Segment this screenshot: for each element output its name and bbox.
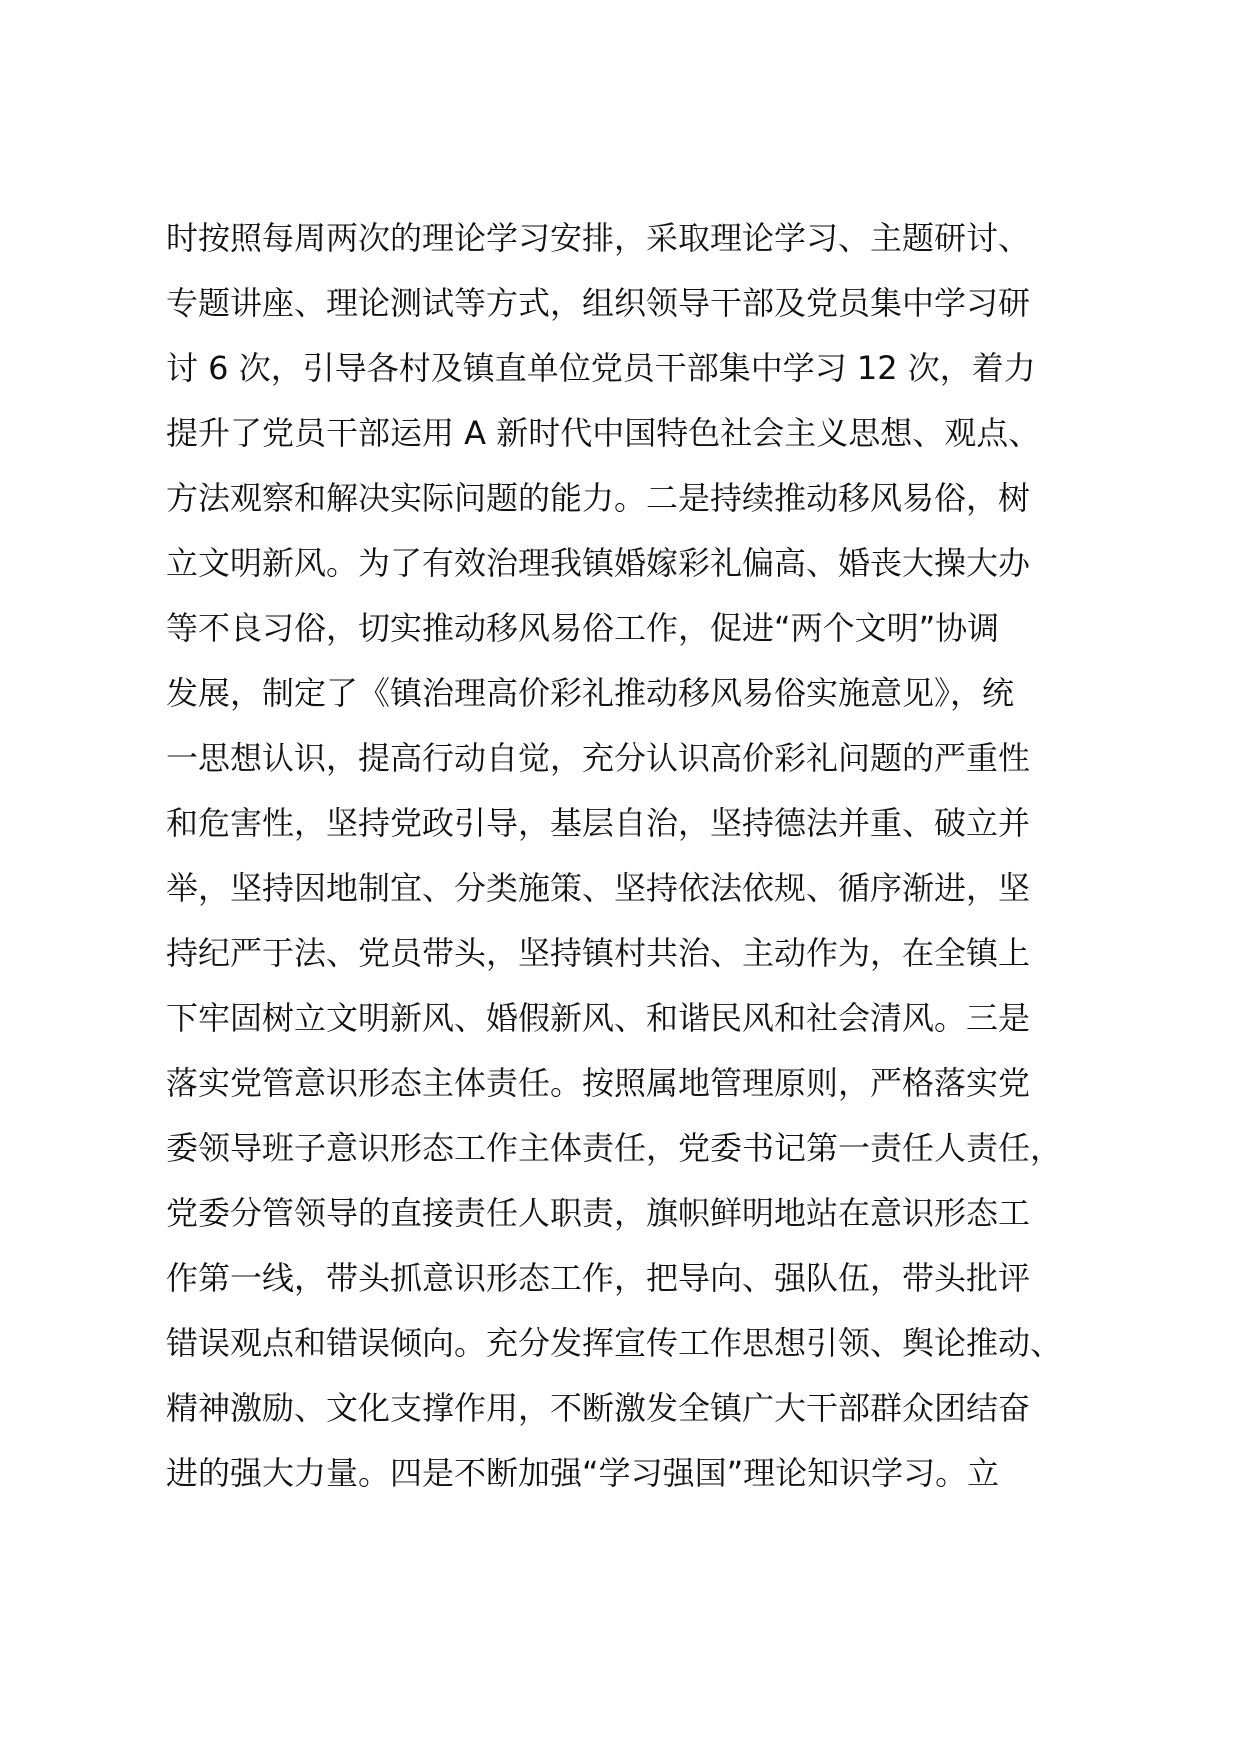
body-paragraph (166, 206, 1126, 1506)
text-line: 进的强大力量。四是不断加强“学习强国”理论知识学习。立 (166, 1454, 1000, 1492)
text-line: 错误观点和错误倾向。充分发挥宣传工作思想引领、舆论推动、 (166, 1324, 1063, 1362)
text-line: 时按照每周两次的理论学习安排，采取理论学习、主题研讨、 (166, 219, 1031, 257)
text-line: 落实党管意识形态主体责任。按照属地管理原则，严格落实党 (166, 1064, 1031, 1102)
text-line: 作第一线，带头抓意识形态工作，把导向、强队伍，带头批评 (166, 1259, 1031, 1297)
text-line: 等不良习俗，切实推动移风易俗工作，促进“两个文明”协调 (166, 609, 1000, 647)
text-line: 下牢固树立文明新风、婚假新风、和谐民风和社会清风。三是 (166, 999, 1031, 1037)
text-line: 立文明新风。为了有效治理我镇婚嫁彩礼偏高、婚丧大操大办 (166, 544, 1031, 582)
text-line: 精神激励、文化支撑作用，不断激发全镇广大干部群众团结奋 (166, 1389, 1031, 1427)
text-line: 一思想认识，提高行动自觉，充分认识高价彩礼问题的严重性 (166, 739, 1031, 777)
text-line: 专题讲座、理论测试等方式，组织领导干部及党员集中学习研 (166, 284, 1031, 322)
text-line: 和危害性，坚持党政引导，基层自治，坚持德法并重、破立并 (166, 804, 1031, 842)
text-line: 委领导班子意识形态工作主体责任，党委书记第一责任人责任， (166, 1129, 1063, 1167)
text-line: 发展，制定了《镇治理高价彩礼推动移风易俗实施意见》，统 (166, 674, 1015, 712)
text-line: 举，坚持因地制宜、分类施策、坚持依法依规、循序渐进，坚 (166, 869, 1031, 907)
text-line: 持纪严于法、党员带头，坚持镇村共治、主动作为，在全镇上 (166, 934, 1031, 972)
text-line: 提升了党员干部运用 A 新时代中国特色社会主义思想、观点、 (166, 414, 1041, 452)
text-line: 方法观察和解决实际问题的能力。二是持续推动移风易俗，树 (166, 479, 1031, 517)
text-line: 讨 6 次，引导各村及镇直单位党员干部集中学习 12 次，着力 (166, 349, 1036, 387)
text-line: 党委分管领导的直接责任人职责，旗帜鲜明地站在意识形态工 (166, 1194, 1031, 1232)
